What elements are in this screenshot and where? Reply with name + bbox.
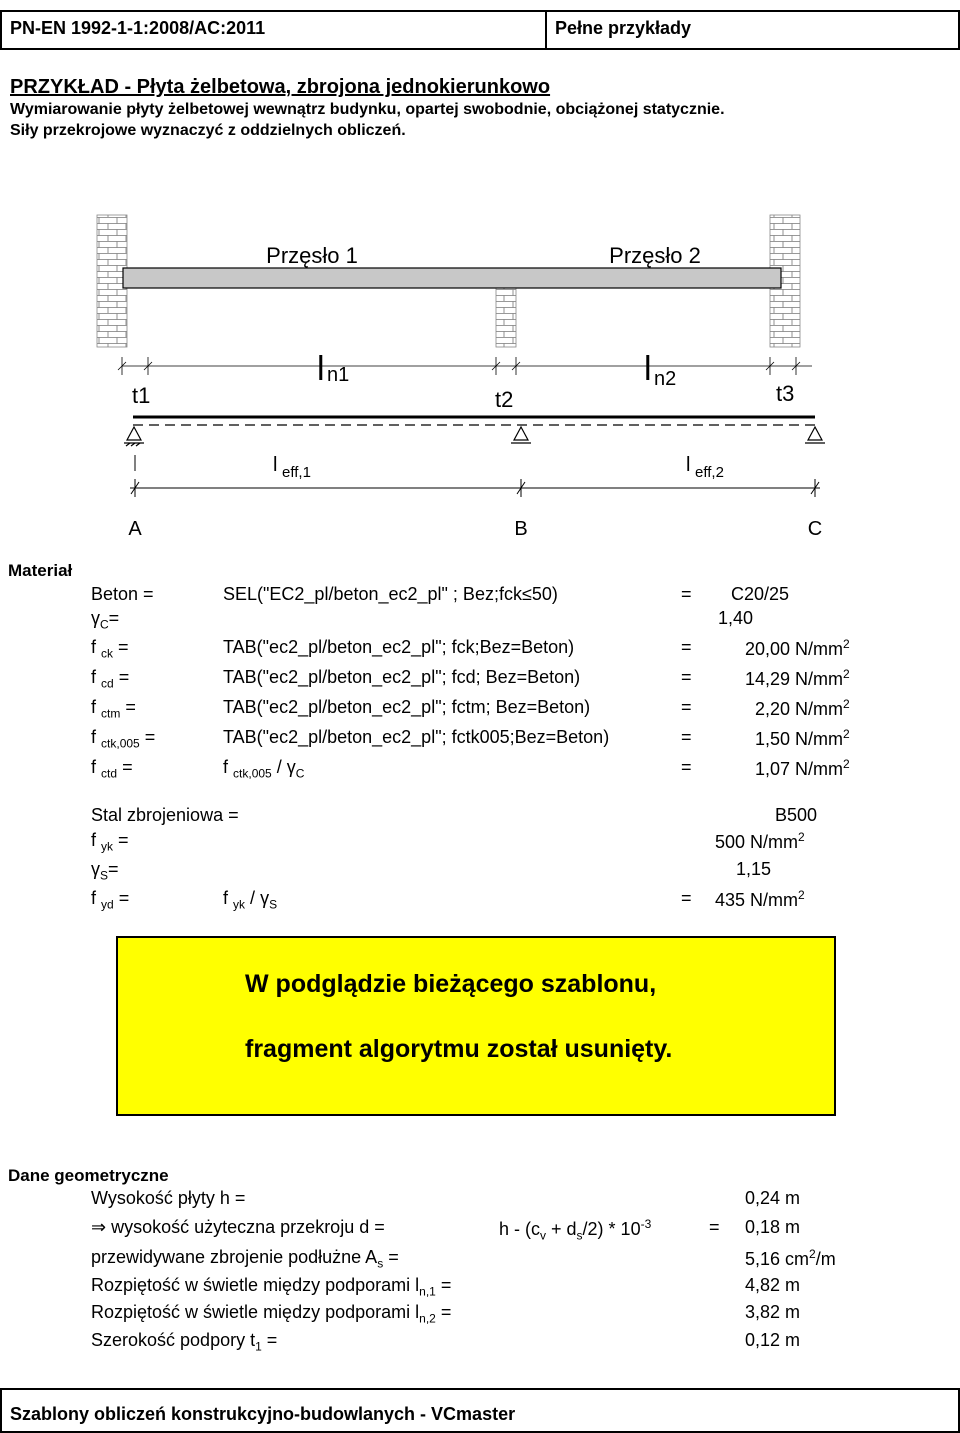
fctk-unit-exp: 2 [843,727,850,741]
ln2-label-eq: = [435,1302,452,1322]
fyk-symbol: f [91,830,97,850]
h-label: Wysokość płyty h = [91,1188,246,1208]
steel-label: Stal zbrojeniowa = [91,805,239,825]
fctk-formula: TAB("ec2_pl/beton_ec2_pl"; fctk005;Bez=Beton) [223,727,610,747]
fyk-label [91,830,129,854]
fctd-formula-div: / [276,757,282,777]
d-value: 0,18 m [745,1217,801,1237]
gamma-s-label [91,859,119,883]
fyd-unit-exp: 2 [798,888,805,902]
footer [0,1388,960,1433]
as-label-sub: s [377,1256,384,1271]
d-formula-b: + d [546,1219,577,1239]
gamma-c-eq: = [108,608,120,628]
fyd-formula-div: / [250,888,256,908]
fctd-value-text: 1,07 N/mm [755,759,844,779]
gamma-c-value: 1,40 [718,608,754,628]
ln1-label-sub: n,1 [419,1284,436,1299]
leq-symbol: ≤ [521,584,532,604]
gamma-c-subscript: C [100,617,109,632]
t1-label-sub: 1 [255,1339,262,1354]
fcd-formula: TAB("ec2_pl/beton_ec2_pl"; fcd; Bez=Beton) [223,667,581,687]
fctd-formula-sub: ctk,005 [233,766,272,781]
footer-text: Szablony obliczeń konstrukcyjno-budowlanych - VCmaster [10,1404,516,1424]
ln2-letter: l [644,350,652,388]
fctm-subscript: ctm [101,706,121,721]
d-formula-exp: -3 [640,1217,652,1231]
gamma-symbol: γ [91,608,100,628]
fcd-unit-exp: 2 [843,667,850,681]
fyd-eq: = [118,888,130,908]
fctd-formula-gsub: C [295,766,305,781]
t1-label-row [91,1330,277,1354]
notice-line-1: W podglądzie bieżącego szablonu, [245,970,657,998]
beton-value: C20/25 [731,584,790,604]
fctk-label [91,727,155,751]
ln1-label-eq: = [435,1275,452,1295]
fctk-value [755,727,850,750]
ln1-label-text: Rozpiętość w świetle między podporami l [91,1275,420,1295]
fctk-symbol: f [91,727,97,747]
fctk-equals: = [681,727,692,747]
wall-middle [496,288,516,347]
fctd-symbol: f [91,757,97,777]
notice-line-2: fragment algorytmu został usunięty. [245,1035,673,1063]
fctm-symbol: f [91,697,97,717]
d-formula-csub: v [540,1228,547,1243]
t3-label: t3 [776,381,795,406]
fyd-formula-sub: yk [233,897,246,912]
fctk-value-text: 1,50 N/mm [755,729,844,749]
beton-equals: = [681,584,692,604]
as-value-exp: 2 [809,1247,816,1261]
fyd-formula-gsub: S [269,897,278,912]
span-2-label: Przęsło 2 [609,243,701,268]
header-right [545,10,960,50]
fctk-subscript: ctk,005 [101,736,140,751]
materials-heading: Materiał [8,561,73,580]
slab [123,268,781,288]
fck-equals: = [681,637,692,657]
d-label [91,1217,385,1238]
fctd-formula [223,757,304,781]
slab-diagram [0,205,960,550]
support-b-label: B [514,518,528,540]
fck-symbol: f [91,637,97,657]
fyk-subscript: yk [101,839,114,854]
as-label-eq: = [383,1247,399,1267]
leff2-letter: l [686,454,691,476]
fck-label [91,637,129,661]
fck-unit-exp: 2 [843,637,850,651]
fctd-unit-exp: 2 [843,757,850,771]
fck-value [745,637,850,660]
ln2-label-text: Rozpiętość w świetle między podporami l [91,1302,420,1322]
fyd-formula-f: f [223,888,229,908]
fyd-formula-gamma: γ [260,888,270,908]
fctd-eq: = [122,757,133,777]
geometry-heading: Dane geometryczne [8,1166,169,1185]
leff2-subscript: eff,2 [695,464,724,481]
leff1-subscript: eff,1 [282,464,311,481]
fyk-unit-exp: 2 [798,830,805,844]
t1-label-eq: = [261,1330,278,1350]
support-b-icon [511,427,531,443]
ln2-value: 3,82 m [745,1302,801,1322]
d-formula-a: h - (c [499,1219,541,1239]
support-c-icon [805,427,825,443]
fcd-eq: = [118,667,130,687]
support-a-icon [124,427,144,446]
t1-value: 0,12 m [745,1330,801,1350]
fyd-value-text: 435 N/mm [715,890,799,910]
as-value-text: 5,16 cm [745,1249,810,1269]
as-label-text: przewidywane zbrojenie podłużne A [91,1247,378,1267]
fck-eq: = [118,637,129,657]
fyd-label [91,888,129,912]
fyd-formula [223,888,277,912]
fctm-formula: TAB("ec2_pl/beton_ec2_pl"; fctm; Bez=Beton) [223,697,591,717]
fctd-formula-f: f [223,757,229,777]
fcd-value-text: 14,29 N/mm [745,669,844,689]
fck-value-text: 20,00 N/mm [745,639,844,659]
t1-label: t1 [132,383,151,408]
fctk-eq: = [144,727,156,747]
fyd-value [715,888,805,911]
d-equals: = [709,1217,720,1237]
gamma-s-eq: = [108,859,119,879]
gamma-s-value: 1,15 [736,859,772,879]
implies-icon: ⇒ [91,1217,107,1237]
fck-formula: TAB("ec2_pl/beton_ec2_pl"; fck;Bez=Beton) [223,637,575,657]
fctm-equals: = [681,697,692,717]
fctd-value [755,757,850,780]
support-c-label: C [807,518,823,540]
gamma-s-symbol: γ [91,859,100,879]
fctd-equals: = [681,757,692,777]
header-left [0,10,547,50]
beton-formula-end: 50) [531,584,558,604]
preview-notice [116,936,836,1116]
section-label: Pełne przykłady [555,18,692,38]
d-formula [499,1217,651,1243]
ln1-label [91,1275,451,1299]
fyk-eq: = [118,830,129,850]
fyd-equals: = [681,888,692,908]
beton-label: Beton = [91,584,154,604]
fcd-value [745,667,850,690]
fctm-value-text: 2,20 N/mm [755,699,844,719]
fyk-value-text: 500 N/mm [715,832,799,852]
norm-label: PN-EN 1992-1-1:2008/AC:2011 [10,18,266,38]
t2-label: t2 [495,387,514,412]
fctm-value [755,697,850,720]
ln2-subscript: n2 [654,368,677,390]
ln1-subscript: n1 [327,364,350,386]
gamma-s-subscript: S [100,868,109,883]
beton-formula [223,584,558,605]
intro-line-2: Siły przekrojowe wyznaczyć z oddzielnych obliczeń. [10,122,406,139]
as-value-unit: /m [815,1249,836,1269]
page-title: PRZYKŁAD - Płyta żelbetowa, zbrojona jednokierunkowo [10,76,551,98]
fctd-subscript: ctd [101,766,118,781]
gamma-c-label [91,608,119,632]
beton-formula-text: SEL("EC2_pl/beton_ec2_pl" ; Bez;fck [223,584,522,604]
h-value: 0,24 m [745,1188,801,1208]
as-value [745,1247,836,1270]
ln1-letter: l [317,350,325,388]
d-formula-dsub: s [576,1228,583,1243]
leff1-letter: l [273,454,278,476]
d-label-text: wysokość użyteczna przekroju d = [111,1217,385,1237]
d-formula-c: /2) * 10 [582,1219,641,1239]
fctd-formula-gamma: γ [286,757,296,777]
fctm-unit-exp: 2 [843,697,850,711]
fcd-symbol: f [91,667,97,687]
fcd-equals: = [681,667,692,687]
as-label [91,1247,399,1271]
support-a-label: A [128,518,142,540]
fyk-value [715,830,805,853]
ln2-label-sub: n,2 [419,1311,436,1326]
fyd-symbol: f [91,888,97,908]
t1-label-text: Szerokość podpory t [91,1330,256,1350]
fcd-label [91,667,129,691]
ln2-label [91,1302,451,1326]
fcd-subscript: cd [101,676,114,691]
fctd-label [91,757,133,781]
ln1-value: 4,82 m [745,1275,801,1295]
fyd-subscript: yd [101,897,114,912]
steel-value: B500 [775,805,818,825]
fck-subscript: ck [101,646,114,661]
span-1-label: Przęsło 1 [266,243,358,268]
fctm-eq: = [125,697,136,717]
fctm-label [91,697,136,721]
intro-line-1: Wymiarowanie płyty żelbetowej wewnątrz budynku, opartej swobodnie, obciążonej statycznie. [10,101,725,118]
